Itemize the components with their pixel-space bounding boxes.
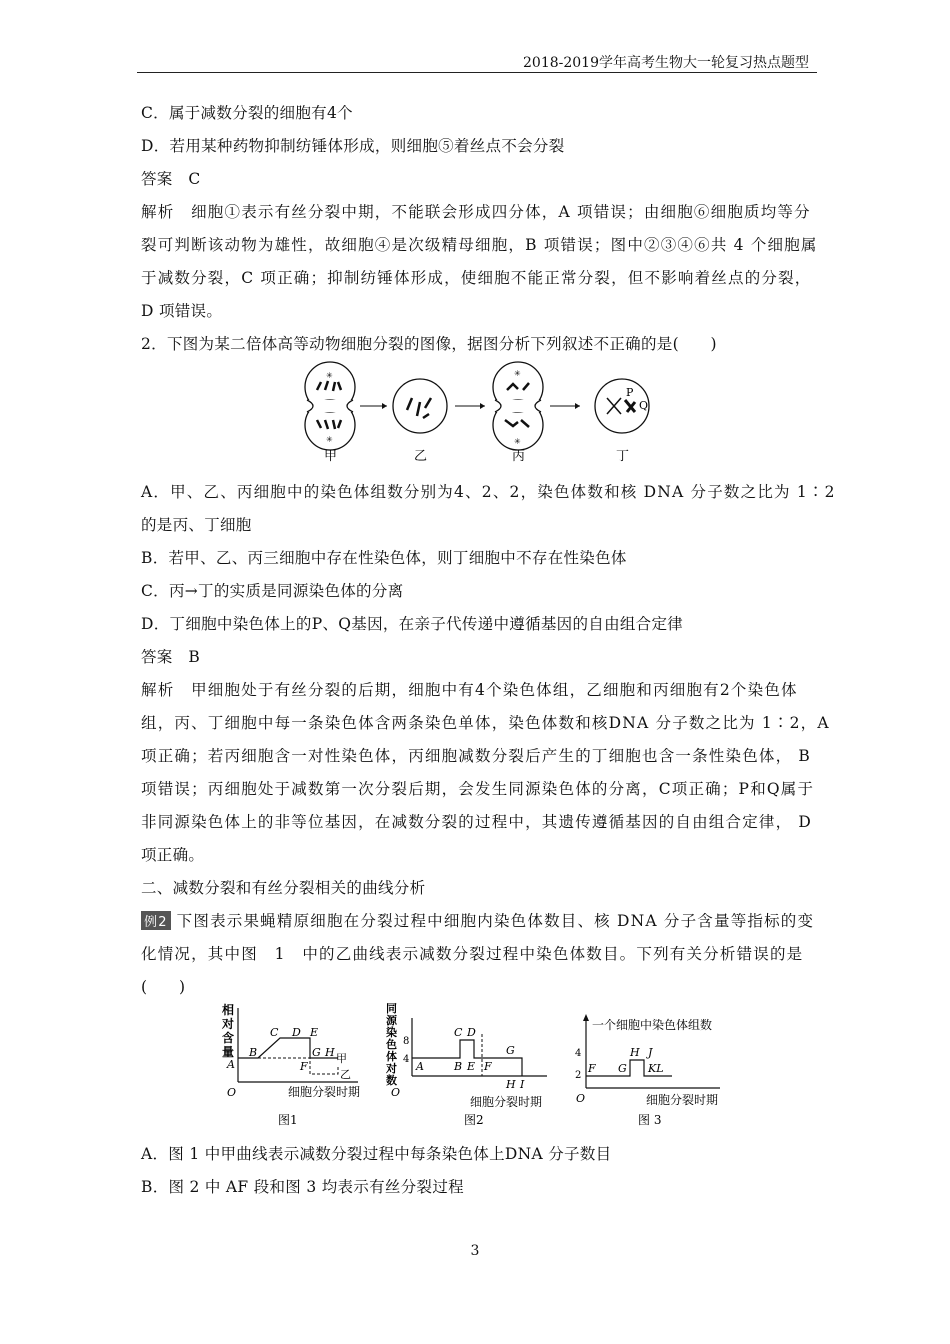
analysis-q1-line4: D 项错误。 [141, 302, 223, 320]
option-d-q1: D．若用某种药物抑制纺锤体形成，则细胞⑤着丝点不会分裂 [141, 137, 565, 155]
analysis-q2-line4: 项错误；丙细胞处于减数第一次分裂后期，会发生同源染色体的分离，C项正确；P和Q属于 [141, 780, 815, 798]
analysis-q2-line3: 项正确；若丙细胞含一对性染色体，丙细胞减数分裂后产生的丁细胞也含一条性染色体， B [141, 747, 812, 765]
svg-text:E: E [310, 1026, 319, 1039]
gene-p-label: P [626, 386, 634, 399]
cell-ding [595, 379, 649, 433]
label-yi: 乙 [414, 449, 428, 464]
svg-text:同: 同 [386, 1002, 397, 1015]
svg-text:O: O [227, 1086, 237, 1099]
svg-text:体: 体 [386, 1050, 397, 1063]
question-2: 2．下图为某二倍体高等动物细胞分裂的图像，据图分析下列叙述不正确的是( ) [141, 335, 717, 353]
svg-text:相: 相 [222, 1003, 235, 1017]
svg-text:量: 量 [222, 1045, 235, 1059]
svg-text:G: G [506, 1044, 515, 1057]
svg-text:J: J [648, 1046, 653, 1059]
svg-text:C: C [454, 1026, 463, 1039]
option-c-q1: C．属于减数分裂的细胞有4个 [141, 104, 353, 122]
svg-text:✳: ✳ [514, 437, 521, 446]
svg-text:✳: ✳ [326, 435, 333, 444]
example-2-line1: 例2 下图表示果蝇精原细胞在分裂过程中细胞内染色体数目、核 DNA 分子含量等指标的变 [141, 909, 814, 931]
option-c-q2: C．丙→丁的实质是同源染色体的分离 [141, 582, 404, 600]
svg-text:甲: 甲 [336, 1052, 347, 1065]
cell-bing [493, 362, 543, 450]
svg-text:乙: 乙 [340, 1068, 351, 1081]
label-bing: 丙 [512, 449, 526, 464]
svg-text:B: B [249, 1046, 258, 1059]
analysis-q1-line2: 裂可判断该动物为雄性，故细胞④是次级精母细胞，B 项错误；图中②③④⑥共 4 个细胞属 [141, 236, 818, 254]
header-title: 2018-2019学年高考生物大一轮复习热点题型 [523, 55, 809, 71]
svg-text:8: 8 [403, 1036, 410, 1047]
svg-text:细胞分裂时期: 细胞分裂时期 [470, 1095, 543, 1109]
option-b-q2: B．若甲、乙、丙三细胞中存在性染色体，则丁细胞中不存在性染色体 [141, 549, 627, 567]
graph-1 [218, 1000, 368, 1135]
option-b-ex2: B．图 2 中 AF 段和图 3 均表示有丝分裂过程 [141, 1178, 464, 1196]
analysis-q1-line1: 解析 细胞①表示有丝分裂中期，不能联会形成四分体，A 项错误；由细胞⑥细胞质均等分 [141, 203, 811, 221]
svg-text:源: 源 [386, 1014, 397, 1027]
option-a-q2-line1: A．甲、乙、丙细胞中的染色体组数分别为4、2、2，染色体数和核 DNA 分子数之比为 1∶2 [141, 483, 836, 501]
svg-text:色: 色 [386, 1038, 397, 1051]
graph-3 [572, 1000, 732, 1135]
graph3-caption: 图 3 [638, 1113, 662, 1127]
svg-text:B: B [454, 1060, 463, 1073]
svg-text:一个细胞中染色体组数: 一个细胞中染色体组数 [592, 1018, 713, 1032]
option-a-q2-line2: 的是丙、丁细胞 [141, 516, 252, 534]
svg-text:F: F [588, 1062, 596, 1075]
option-a-ex2: A．图 1 中甲曲线表示减数分裂过程中每条染色体上DNA 分子数目 [141, 1145, 612, 1163]
svg-text:F: F [484, 1060, 492, 1073]
svg-text:对: 对 [222, 1017, 235, 1031]
example-2-line2: 化情况，其中图 1 中的乙曲线表示减数分裂过程中染色体数目。下列有关分析错误的是 [141, 945, 804, 963]
svg-text:G: G [312, 1046, 321, 1059]
svg-text:H: H [506, 1078, 516, 1091]
svg-text:H: H [325, 1046, 335, 1059]
cell-yi [393, 379, 447, 433]
analysis-q2-line1: 解析 甲细胞处于有丝分裂的后期，细胞中有4个染色体组，乙细胞和丙细胞有2个染色体 [141, 681, 798, 699]
answer-q2: 答案 B [141, 648, 201, 666]
example-2-line3: ( ) [141, 978, 186, 996]
svg-text:对: 对 [386, 1062, 397, 1075]
svg-text:✳: ✳ [326, 371, 333, 380]
svg-text:细胞分裂时期: 细胞分裂时期 [288, 1085, 361, 1099]
svg-text:KL: KL [648, 1062, 664, 1075]
svg-text:4: 4 [403, 1054, 410, 1065]
svg-text:E: E [467, 1060, 476, 1073]
svg-text:H: H [630, 1046, 640, 1059]
answer-q1: 答案 C [141, 170, 201, 188]
svg-text:4: 4 [575, 1048, 582, 1059]
gene-q-label: Q [639, 399, 649, 412]
svg-text:细胞分裂时期: 细胞分裂时期 [646, 1093, 719, 1107]
analysis-q2-line5: 非同源染色体上的非等位基因，在减数分裂的过程中，其遗传遵循基因的自由组合定律， D [141, 813, 813, 831]
svg-text:O: O [576, 1092, 586, 1105]
curve-yi [238, 1058, 338, 1074]
graph2-caption: 图2 [464, 1113, 484, 1127]
graph1-caption: 图1 [278, 1113, 298, 1127]
graph-2 [382, 1000, 557, 1135]
analysis-q2-line6: 项正确。 [141, 846, 205, 864]
svg-text:D: D [292, 1026, 301, 1039]
svg-text:含: 含 [222, 1031, 235, 1045]
page-header [137, 50, 817, 73]
svg-text:F: F [300, 1060, 308, 1073]
section-title: 二、减数分裂和有丝分裂相关的曲线分析 [141, 879, 426, 897]
svg-text:C: C [270, 1026, 279, 1039]
analysis-q2-line2: 组，丙、丁细胞中每一条染色体含两条染色单体，染色体数和核DNA 分子数之比为 1∶2，A [141, 714, 830, 732]
svg-text:O: O [391, 1086, 401, 1099]
svg-text:D: D [467, 1026, 476, 1039]
svg-text:数: 数 [386, 1074, 397, 1087]
cell-jia [305, 362, 355, 450]
example-badge: 例2 [141, 911, 171, 930]
svg-text:染: 染 [386, 1026, 397, 1039]
svg-text:✳: ✳ [514, 369, 521, 378]
svg-text:A: A [416, 1060, 424, 1073]
page-number: 3 [470, 1243, 480, 1259]
label-jia: 甲 [324, 449, 338, 464]
svg-text:I: I [520, 1078, 525, 1091]
option-d-q2: D．丁细胞中染色体上的P、Q基因，在亲子代传递中遵循基因的自由组合定律 [141, 615, 684, 633]
cell-division-figure [295, 360, 665, 468]
svg-text:2: 2 [575, 1070, 582, 1081]
label-ding: 丁 [616, 449, 630, 464]
svg-text:A: A [227, 1058, 235, 1071]
analysis-q1-line3: 于减数分裂，C 项正确；抑制纺锤体形成，使细胞不能正常分裂，但不影响着丝点的分裂， [141, 269, 812, 287]
svg-text:G: G [618, 1062, 627, 1075]
